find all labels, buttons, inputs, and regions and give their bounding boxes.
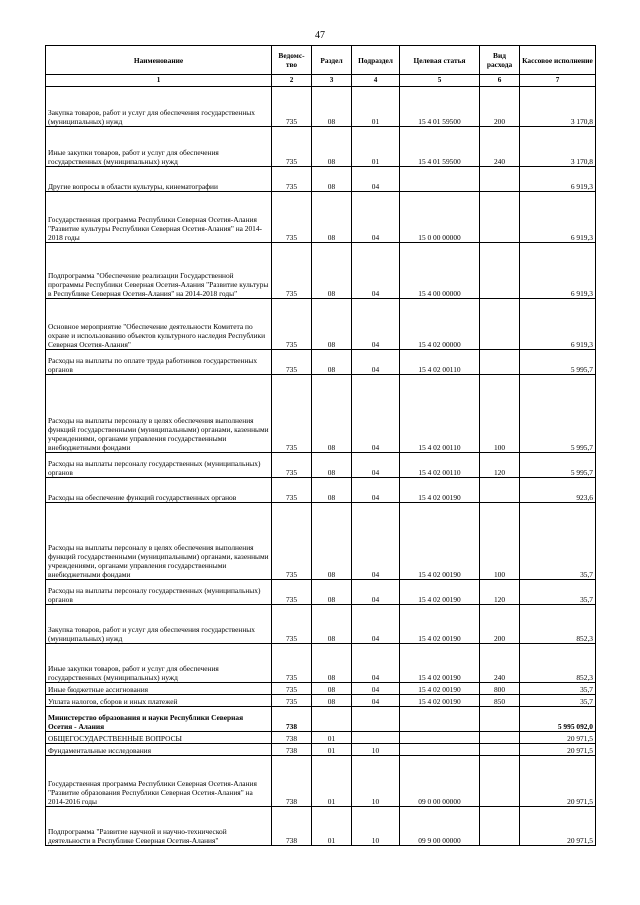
table-row — [46, 580, 596, 605]
row-subsection-cell: 04 — [352, 580, 400, 605]
row-subsection-cell: 04 — [352, 503, 400, 580]
row-name-cell: Министерство образования и науки Республики Северная Осетия - Алания — [46, 707, 272, 732]
row-amount-cell: 35,7 — [520, 503, 596, 580]
row-amount-cell: 3 170,8 — [520, 87, 596, 127]
row-name-cell: Уплата налогов, сборов и иных платежей — [46, 695, 272, 707]
row-expense-type-cell: 120 — [480, 453, 520, 478]
row-section-cell: 08 — [312, 478, 352, 503]
row-section-cell: 08 — [312, 695, 352, 707]
table-row — [46, 683, 596, 695]
row-subsection-cell: 04 — [352, 453, 400, 478]
row-expense-type-cell — [480, 744, 520, 756]
row-target-item-cell: 15 4 02 00190 — [400, 644, 480, 683]
row-section-cell: 08 — [312, 192, 352, 243]
row-expense-type-cell — [480, 756, 520, 807]
table-row — [46, 644, 596, 683]
row-subsection-cell: 10 — [352, 744, 400, 756]
row-department-cell: 735 — [272, 375, 312, 453]
table-row — [46, 695, 596, 707]
row-amount-cell: 20 971,5 — [520, 732, 596, 744]
table-row — [46, 127, 596, 167]
row-department-cell: 735 — [272, 243, 312, 299]
row-subsection-cell: 04 — [352, 299, 400, 350]
row-expense-type-cell — [480, 167, 520, 192]
row-amount-cell: 6 919,3 — [520, 167, 596, 192]
row-amount-cell: 852,3 — [520, 644, 596, 683]
row-section-cell: 08 — [312, 127, 352, 167]
table-row — [46, 350, 596, 375]
row-subsection-cell — [352, 732, 400, 744]
row-target-item-cell: 15 0 00 00000 — [400, 192, 480, 243]
table-row — [46, 192, 596, 243]
row-subsection-cell: 01 — [352, 127, 400, 167]
row-target-item-cell: 15 4 02 00190 — [400, 683, 480, 695]
row-name-cell: Другие вопросы в области культуры, кинематографии — [46, 167, 272, 192]
column-number: 6 — [480, 75, 520, 87]
row-department-cell: 735 — [272, 695, 312, 707]
row-department-cell: 735 — [272, 453, 312, 478]
header-subsection: Подраздел — [352, 46, 400, 75]
row-target-item-cell: 15 4 01 59500 — [400, 127, 480, 167]
table-row — [46, 87, 596, 127]
header-name: Наименование — [46, 46, 272, 75]
row-subsection-cell: 04 — [352, 243, 400, 299]
row-subsection-cell: 10 — [352, 756, 400, 807]
column-number: 7 — [520, 75, 596, 87]
row-expense-type-cell — [480, 478, 520, 503]
row-department-cell: 738 — [272, 707, 312, 732]
row-target-item-cell — [400, 167, 480, 192]
row-expense-type-cell: 120 — [480, 580, 520, 605]
row-expense-type-cell: 200 — [480, 605, 520, 644]
row-name-cell: Закупка товаров, работ и услуг для обеспечения государственных (муниципальных) нужд — [46, 605, 272, 644]
row-subsection-cell: 04 — [352, 478, 400, 503]
row-name-cell: Иные бюджетные ассигнования — [46, 683, 272, 695]
row-amount-cell: 35,7 — [520, 695, 596, 707]
row-name-cell: Иные закупки товаров, работ и услуг для обеспечения государственных (муниципальных) нужд — [46, 127, 272, 167]
row-amount-cell: 3 170,8 — [520, 127, 596, 167]
row-section-cell: 01 — [312, 732, 352, 744]
header-department: Ведомс-тво — [272, 46, 312, 75]
row-name-cell: Расходы на обеспечение функций государственных органов — [46, 478, 272, 503]
row-subsection-cell: 04 — [352, 375, 400, 453]
row-amount-cell: 5 995,7 — [520, 453, 596, 478]
row-name-cell: Расходы на выплаты персоналу государственных (муниципальных) органов — [46, 580, 272, 605]
row-department-cell: 735 — [272, 350, 312, 375]
row-name-cell: Государственная программа Республики Северная Осетия-Алания "Развитие образования Республики Северная Осетия-Алания" на 2014-2016 годы — [46, 756, 272, 807]
row-target-item-cell: 09 0 00 00000 — [400, 756, 480, 807]
row-amount-cell: 35,7 — [520, 580, 596, 605]
row-amount-cell: 5 995,7 — [520, 375, 596, 453]
row-name-cell: Фундаментальные исследования — [46, 744, 272, 756]
row-name-cell: Расходы на выплаты по оплате труда работников государственных органов — [46, 350, 272, 375]
row-amount-cell: 5 995,7 — [520, 350, 596, 375]
row-name-cell: Основное мероприятие "Обеспечение деятельности Комитета по охране и использованию объектов культурного наследия Республики Северная Осетия-Алания" — [46, 299, 272, 350]
row-subsection-cell: 04 — [352, 644, 400, 683]
row-amount-cell: 20 971,5 — [520, 756, 596, 807]
row-target-item-cell: 15 4 00 00000 — [400, 243, 480, 299]
row-name-cell: ОБЩЕГОСУДАРСТВЕННЫЕ ВОПРОСЫ — [46, 732, 272, 744]
table-row — [46, 732, 596, 744]
row-target-item-cell: 15 4 02 00190 — [400, 695, 480, 707]
column-number-row — [46, 75, 596, 87]
row-expense-type-cell — [480, 243, 520, 299]
row-amount-cell: 35,7 — [520, 683, 596, 695]
row-subsection-cell: 04 — [352, 350, 400, 375]
row-section-cell: 08 — [312, 580, 352, 605]
row-section-cell: 08 — [312, 683, 352, 695]
row-subsection-cell: 04 — [352, 192, 400, 243]
row-expense-type-cell: 800 — [480, 683, 520, 695]
row-amount-cell: 923,6 — [520, 478, 596, 503]
row-section-cell: 08 — [312, 644, 352, 683]
row-department-cell: 738 — [272, 807, 312, 846]
row-name-cell: Государственная программа Республики Северная Осетия-Алания "Развитие культуры Республики Северная Осетия-Алания" на 2014-2018 годы — [46, 192, 272, 243]
table-row — [46, 605, 596, 644]
row-target-item-cell: 15 4 02 00110 — [400, 375, 480, 453]
row-department-cell: 735 — [272, 644, 312, 683]
row-department-cell: 735 — [272, 605, 312, 644]
row-expense-type-cell: 240 — [480, 127, 520, 167]
row-subsection-cell — [352, 707, 400, 732]
row-section-cell: 08 — [312, 453, 352, 478]
row-department-cell: 735 — [272, 683, 312, 695]
column-number: 4 — [352, 75, 400, 87]
header-section: Раздел — [312, 46, 352, 75]
column-number: 1 — [46, 75, 272, 87]
row-department-cell: 735 — [272, 503, 312, 580]
row-department-cell: 735 — [272, 580, 312, 605]
row-target-item-cell: 15 4 02 00190 — [400, 605, 480, 644]
header-target-item: Целевая статья — [400, 46, 480, 75]
table-row — [46, 756, 596, 807]
table-row — [46, 299, 596, 350]
row-target-item-cell: 15 4 01 59500 — [400, 87, 480, 127]
page-number: 47 — [315, 30, 325, 41]
table-row — [46, 807, 596, 846]
table-row — [46, 167, 596, 192]
row-expense-type-cell — [480, 707, 520, 732]
row-target-item-cell — [400, 732, 480, 744]
table-row — [46, 453, 596, 478]
row-target-item-cell: 15 4 02 00110 — [400, 350, 480, 375]
row-target-item-cell: 15 4 02 00190 — [400, 580, 480, 605]
row-department-cell: 735 — [272, 478, 312, 503]
row-department-cell: 735 — [272, 87, 312, 127]
header-row — [46, 46, 596, 75]
row-target-item-cell: 15 4 02 00190 — [400, 503, 480, 580]
table-row — [46, 478, 596, 503]
row-target-item-cell: 15 4 02 00190 — [400, 478, 480, 503]
table-row — [46, 503, 596, 580]
row-section-cell: 08 — [312, 299, 352, 350]
row-amount-cell: 6 919,3 — [520, 192, 596, 243]
column-number: 2 — [272, 75, 312, 87]
row-section-cell: 08 — [312, 243, 352, 299]
row-expense-type-cell: 240 — [480, 644, 520, 683]
row-expense-type-cell: 200 — [480, 87, 520, 127]
row-name-cell: Расходы на выплаты персоналу в целях обеспечения выполнения функций государственными (муниципальными) органами, казенными учреждениями, органами управления государственными внебюджетными фондами — [46, 375, 272, 453]
row-amount-cell: 852,3 — [520, 605, 596, 644]
table-row — [46, 744, 596, 756]
row-amount-cell: 6 919,3 — [520, 299, 596, 350]
row-department-cell: 735 — [272, 167, 312, 192]
row-amount-cell: 5 995 092,0 — [520, 707, 596, 732]
row-amount-cell: 20 971,5 — [520, 807, 596, 846]
row-target-item-cell: 15 4 02 00110 — [400, 453, 480, 478]
row-expense-type-cell: 100 — [480, 375, 520, 453]
row-name-cell: Расходы на выплаты персоналу государственных (муниципальных) органов — [46, 453, 272, 478]
row-section-cell: 01 — [312, 756, 352, 807]
row-name-cell: Расходы на выплаты персоналу в целях обеспечения выполнения функций государственными (муниципальными) органами, казенными учреждениями, органами управления государственными внебюджетными фондами — [46, 503, 272, 580]
row-section-cell: 08 — [312, 87, 352, 127]
row-section-cell: 08 — [312, 375, 352, 453]
row-subsection-cell: 04 — [352, 605, 400, 644]
row-subsection-cell: 04 — [352, 167, 400, 192]
row-section-cell — [312, 707, 352, 732]
row-name-cell: Закупка товаров, работ и услуг для обеспечения государственных (муниципальных) нужд — [46, 87, 272, 127]
row-department-cell: 738 — [272, 756, 312, 807]
row-target-item-cell: 15 4 02 00000 — [400, 299, 480, 350]
table-row — [46, 707, 596, 732]
row-subsection-cell: 10 — [352, 807, 400, 846]
row-section-cell: 08 — [312, 605, 352, 644]
row-target-item-cell — [400, 744, 480, 756]
table-row — [46, 243, 596, 299]
row-name-cell: Подпрограмма "Развитие научной и научно-технической деятельности в Республике Северная Осетия-Алания" — [46, 807, 272, 846]
row-expense-type-cell — [480, 350, 520, 375]
row-subsection-cell: 04 — [352, 683, 400, 695]
row-department-cell: 735 — [272, 127, 312, 167]
row-department-cell: 735 — [272, 299, 312, 350]
row-amount-cell: 20 971,5 — [520, 744, 596, 756]
row-section-cell: 08 — [312, 350, 352, 375]
row-expense-type-cell — [480, 807, 520, 846]
row-expense-type-cell — [480, 299, 520, 350]
row-subsection-cell: 01 — [352, 87, 400, 127]
row-name-cell: Иные закупки товаров, работ и услуг для обеспечения государственных (муниципальных) нужд — [46, 644, 272, 683]
header-expense-type: Вид расхода — [480, 46, 520, 75]
header-cash-execution: Кассовое исполнение — [520, 46, 596, 75]
row-subsection-cell: 04 — [352, 695, 400, 707]
row-section-cell: 01 — [312, 744, 352, 756]
column-number: 3 — [312, 75, 352, 87]
budget-execution-table — [45, 45, 596, 846]
table-row — [46, 375, 596, 453]
row-target-item-cell: 09 9 00 00000 — [400, 807, 480, 846]
row-department-cell: 735 — [272, 192, 312, 243]
row-section-cell: 08 — [312, 167, 352, 192]
row-department-cell: 738 — [272, 744, 312, 756]
row-name-cell: Подпрограмма "Обеспечение реализации Государственной программы Республики Северная Осетия-Алания "Развитие культуры в Республике Северная Осетия-Алания" на 2014-2018 годы" — [46, 243, 272, 299]
row-expense-type-cell — [480, 732, 520, 744]
row-section-cell: 01 — [312, 807, 352, 846]
row-department-cell: 738 — [272, 732, 312, 744]
row-expense-type-cell — [480, 192, 520, 243]
row-expense-type-cell: 100 — [480, 503, 520, 580]
row-amount-cell: 6 919,3 — [520, 243, 596, 299]
row-section-cell: 08 — [312, 503, 352, 580]
row-target-item-cell — [400, 707, 480, 732]
row-expense-type-cell: 850 — [480, 695, 520, 707]
column-number: 5 — [400, 75, 480, 87]
